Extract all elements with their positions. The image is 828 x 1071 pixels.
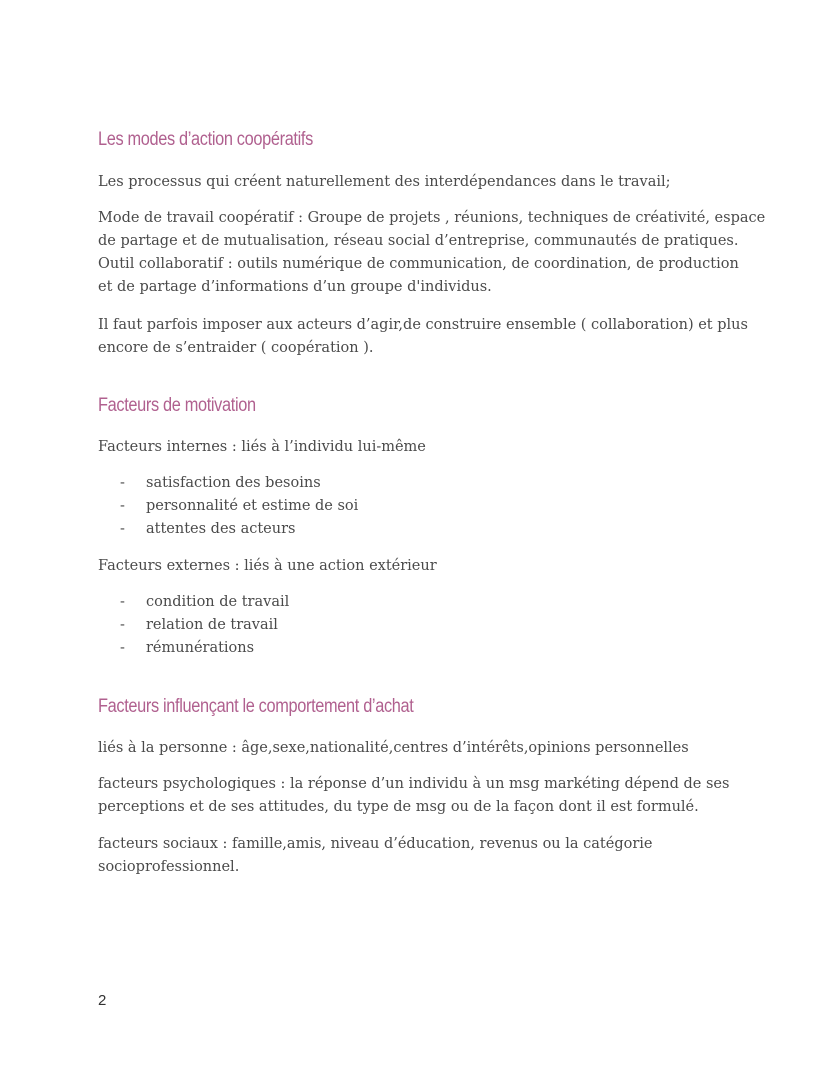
list-item-text: attentes des acteurs [146, 521, 296, 537]
bullet-dash: - [120, 521, 125, 537]
list-item [120, 518, 358, 541]
bullet-dash: - [120, 594, 125, 610]
list-item [120, 637, 289, 660]
list-item-text: rémunérations [146, 640, 255, 656]
text-line: et de partage d’informations d’un groupe d'individus. [98, 279, 492, 295]
text-line: facteurs psychologiques : la réponse d’un individu à un msg markéting dépend de ses [98, 776, 730, 792]
paragraph-social-factors [98, 833, 652, 879]
paragraph-psychological-factors [98, 773, 729, 819]
text-line: Il faut parfois imposer aux acteurs d’agir,de construire ensemble ( collaboration) et plus [98, 317, 748, 333]
paragraph-impose-collaboration [98, 314, 748, 360]
bullet-dash: - [120, 475, 125, 491]
paragraph-external-factors: Facteurs externes : liés à une action extérieur [98, 558, 437, 574]
text-line: socioprofessionnel. [98, 859, 240, 875]
page-number: 2 [98, 992, 107, 1009]
bullet-dash: - [120, 617, 125, 633]
list-item-text: personnalité et estime de soi [146, 498, 359, 514]
list-item [120, 591, 289, 614]
paragraph-internal-factors: Facteurs internes : liés à l’individu lui-même [98, 439, 426, 455]
text-line: facteurs sociaux : famille,amis, niveau d’éducation, revenus ou la catégorie [98, 836, 653, 852]
internal-factors-list [120, 472, 358, 541]
section-heading-motivation-factors: Facteurs de motivation [98, 395, 256, 416]
text-line: encore de s’entraider ( coopération ). [98, 340, 374, 356]
list-item-text: condition de travail [146, 594, 290, 610]
text-line: Mode de travail coopératif : Groupe de projets , réunions, techniques de créativité, espace [98, 210, 766, 226]
paragraph-personal-factors: liés à la personne : âge,sexe,nationalité,centres d’intérêts,opinions personnelles [98, 740, 689, 756]
bullet-dash: - [120, 498, 125, 514]
text-line: de partage et de mutualisation, réseau social d’entreprise, communautés de pratiques. [98, 233, 739, 249]
paragraph-cooperative-work [98, 207, 765, 299]
list-item [120, 614, 289, 637]
text-line: perceptions et de ses attitudes, du type de msg ou de la façon dont il est formulé. [98, 799, 699, 815]
bullet-dash: - [120, 640, 125, 656]
list-item-text: satisfaction des besoins [146, 475, 321, 491]
external-factors-list [120, 591, 289, 660]
paragraph-processes: Les processus qui créent naturellement des interdépendances dans le travail; [98, 174, 671, 190]
list-item [120, 495, 358, 518]
list-item [120, 472, 358, 495]
section-heading-purchasing-behavior: Facteurs influençant le comportement d’achat [98, 696, 414, 717]
section-heading-cooperative-modes: Les modes d’action coopératifs [98, 129, 313, 150]
list-item-text: relation de travail [146, 617, 278, 633]
text-line: Outil collaboratif : outils numérique de communication, de coordination, de production [98, 256, 739, 272]
